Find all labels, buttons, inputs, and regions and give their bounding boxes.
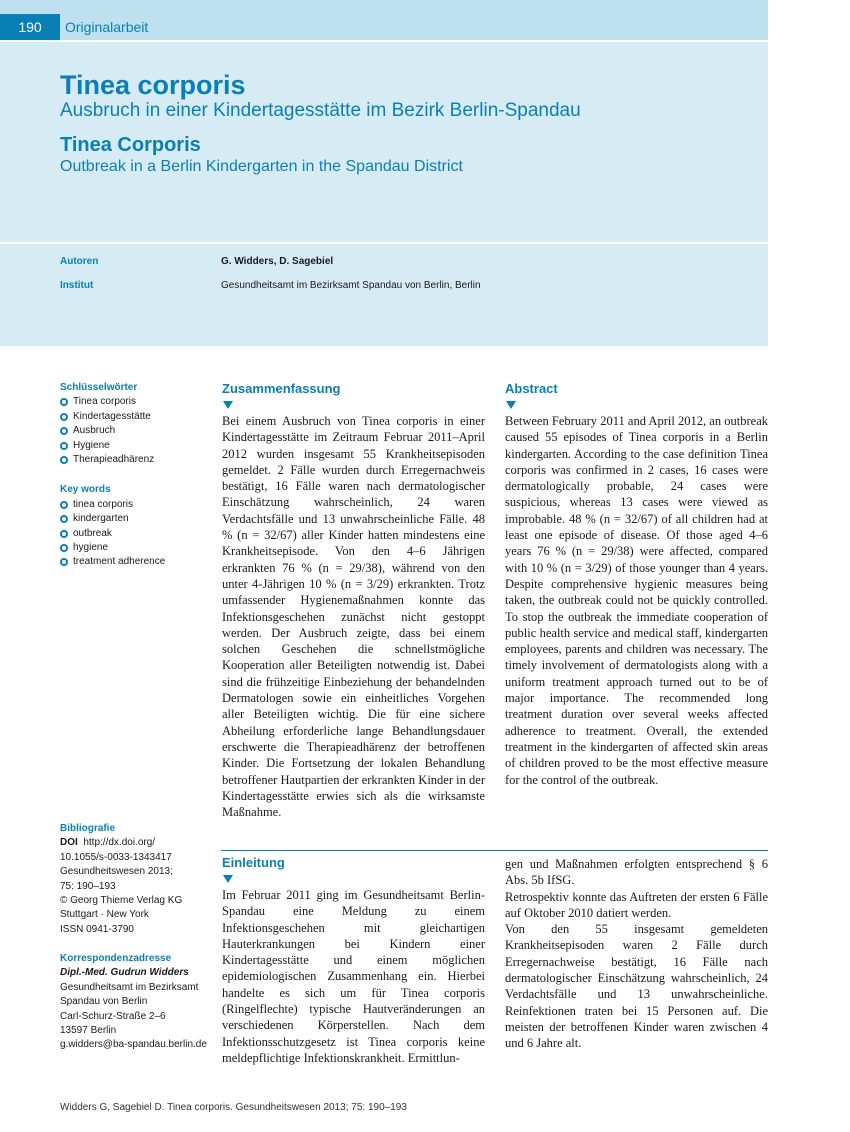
bullet-icon: [60, 427, 68, 435]
keyword-item: Kindertagesstätte: [60, 410, 210, 424]
zusammenfassung-section: [222, 381, 485, 820]
keyword-item: outbreak: [60, 527, 210, 541]
biblio-line: Stuttgart · New York: [60, 909, 149, 921]
keyword-item: Hygiene: [60, 439, 210, 453]
institute-value: Gesundheitsamt im Bezirksamt Spandau von Berlin, Berlin: [221, 280, 481, 291]
bullet-icon: [60, 398, 68, 406]
bibliography-block: [60, 822, 220, 937]
bullet-icon: [60, 530, 68, 538]
keyword-item: tinea corporis: [60, 498, 210, 512]
biblio-line: Gesundheitswesen 2013;: [60, 866, 173, 878]
keywords-en-heading: Key words: [60, 484, 111, 496]
correspondence-name: Dipl.-Med. Gudrun Widders: [60, 967, 189, 979]
bibliography-heading: Bibliografie: [60, 823, 116, 834]
article-subtitle-en: Outbreak in a Berlin Kindergarten in the Spandau District: [60, 158, 463, 175]
zusammenfassung-text: Bei einem Ausbruch von Tinea corporis in einer Kindertagesstätte im Zeitraum Februar 2011–April 2012 wurden insgesamt 55 Krankheitsepisoden gemeldet. 2 Fälle wurden durch Erregernachweis bestätigt, 16 Fälle waren nach dermatologischer Einschätzung wahrscheinlich, 24 waren Verdachtsfälle und 13 unwahrscheinliche Fälle. 48 % (n = 32/67) aller Kinder hatten mindestens eine Krankheitsepisode. Von den 4–6 Jährigen erkrankten 76 % (n = 29/38), während von den unter 4-Jährigen 10 % (n = 3/29) erkrankten. Trotz umfassender Hygienemaßnahmen konnte das Infektionsgeschehen zunächst nicht gestoppt werden. Der Ausbruch zeigte, dass bei einem solchen Geschehen die schnellstmögliche Kooperation aller Beteiligten notwendig ist. Dabei sind die frühzeitige Einbeziehung der behandelnden Dermatologen sowie ein einheitliches Vorgehen aller Beteiligten wichtig. Die für eine sichere Abheilung erforderliche lange Behandlungsdauer erschwerte die Therapieadhärenz der betroffenen Kinder. Die Fortsetzung der lokalen Behandlung betroffener Hautpartien der erkrankten Kinder in der Kindertagesstätte erwies sich als die wirksamste Maßnahme.: [222, 414, 485, 820]
biblio-line: ISSN 0941-3790: [60, 923, 134, 935]
keyword-item: treatment adherence: [60, 555, 210, 569]
abstract-section: [505, 381, 768, 788]
einleitung-continued: [505, 856, 768, 1052]
bullet-icon: [60, 558, 68, 566]
einleitung-paragraph: gen und Maßnahmen erfolgten entsprechend § 6 Abs. 5b IfSG.: [505, 857, 768, 888]
authors-label: Autoren: [60, 256, 99, 267]
doi-label: DOI: [60, 837, 78, 849]
bullet-icon: [60, 456, 68, 464]
article-title-en: Tinea Corporis: [60, 134, 201, 156]
address-line: Spandau von Berlin: [60, 996, 148, 1008]
einleitung-section: [222, 855, 485, 1066]
correspondence-block: [60, 952, 220, 1053]
address-line: Carl-Schurz-Straße 2–6: [60, 1010, 166, 1022]
bullet-icon: [60, 515, 68, 523]
zusammenfassung-heading: Zusammenfassung: [222, 381, 341, 396]
correspondence-heading: Korrespondenzadresse: [60, 953, 172, 964]
institute-label: Institut: [60, 280, 94, 291]
authors-band: [0, 244, 768, 346]
bullet-icon: [60, 442, 68, 450]
triangle-down-icon: [223, 401, 233, 409]
email-link[interactable]: g.widders@ba-spandau.berlin.de: [60, 1039, 207, 1051]
doi-link[interactable]: http://dx.doi.org/: [83, 837, 156, 849]
einleitung-heading: Einleitung: [222, 855, 285, 870]
address-line: Gesundheitsamt im Bezirksamt: [60, 981, 199, 993]
section-divider: [221, 850, 768, 851]
biblio-line: 75: 190–193: [60, 880, 116, 892]
keyword-item: Ausbruch: [60, 424, 210, 438]
keywords-de-list: [60, 395, 210, 467]
authors-value: G. Widders, D. Sagebiel: [221, 256, 334, 267]
article-subtitle-de: Ausbruch in einer Kindertagesstätte im Bezirk Berlin-Spandau: [60, 100, 581, 121]
keywords-en-list: [60, 498, 210, 570]
keywords-sidebar: [60, 381, 210, 570]
keyword-item: Therapieadhärenz: [60, 453, 210, 467]
einleitung-paragraph: Retrospektiv konnte das Auftreten der ersten 6 Fälle auf Oktober 2010 datiert werden.: [505, 889, 768, 920]
section-label: Originalarbeit: [65, 19, 149, 35]
keyword-item: kindergarten: [60, 512, 210, 526]
triangle-down-icon: [223, 875, 233, 883]
keyword-item: hygiene: [60, 541, 210, 555]
address-line: 13597 Berlin: [60, 1025, 117, 1037]
bullet-icon: [60, 544, 68, 552]
footer-citation: Widders G, Sagebiel D. Tinea corporis. Gesundheitswesen 2013; 75: 190–193: [60, 1102, 407, 1113]
abstract-text: Between February 2011 and April 2012, an outbreak caused 55 episodes of Tinea corporis in a Berlin kindergarten. According to the case definition Tinea corporis was confirmed in 2 cases, 16 cases were dermatologically probable, 24 cases were suspicious, whereas 13 cases were viewed as improbable. 48 % (n = 32/67) of all children had at least one episode of disease. Of those aged 4–6 years 76 % (n = 29/38) were affected, compared with 10 % (n = 3/29) of those younger than 4 years. Despite comprehensive hygienic measures being taken, the outbreak could not be quickly controlled. To stop the outbreak the immediate cooperation of public health service and medical staff, kindergarten employees, parents and children was necessary. The timely involvement of dermatologists along with a uniform treatment approach turned out to be of major importance. The recommended long treatment duration over several weeks affected adherence to treatment. Overall, the extended treatment in the kindergarten of affected skin areas of children proved to be the most effective measure for the control of the outbreak.: [505, 414, 768, 787]
bullet-icon: [60, 501, 68, 509]
keywords-de-heading: Schlüsselwörter: [60, 382, 138, 393]
einleitung-paragraph: Von den 55 insgesamt gemeldeten Krankheitsepisoden waren 2 Fälle durch Erregernachweise bestätigt, 16 Fälle nach dermatologischer Einschätzung wahrscheinlich, 24 Verdachtsfälle und 13 unwahrscheinliche. Reinfektionen traten bei 15 Personen auf. Die meisten der betroffenen Kinder waren zwischen 4 und 6 Jahre alt.: [505, 922, 768, 1051]
triangle-down-icon: [506, 401, 516, 409]
article-title-de: Tinea corporis: [60, 70, 246, 100]
biblio-line: © Georg Thieme Verlag KG: [60, 895, 183, 907]
abstract-heading: Abstract: [505, 381, 558, 396]
page-number: 190: [0, 14, 60, 40]
bullet-icon: [60, 413, 68, 421]
keyword-item: Tinea corporis: [60, 395, 210, 409]
einleitung-text-left: Im Februar 2011 ging im Gesundheitsamt Berlin-Spandau eine Meldung zu einem Infektionsgeschehen mit gleichartigen Hauterkrankungen bei Kindern einer Kindertagesstätte und einem möglichen epidemiologischen Zusammenhang ein. Hierbei handelte es sich um für Tinea corporis (Ringelflechte) typische Hautveränderungen an verschiedenen Körperstellen. Nach dem Infektionsschutzgesetz ist Tinea corporis keine meldepflichtige Infektionskrankheit. Ermittlun-: [222, 888, 485, 1065]
biblio-line: 10.1055/s-0033-1343417: [60, 851, 172, 863]
